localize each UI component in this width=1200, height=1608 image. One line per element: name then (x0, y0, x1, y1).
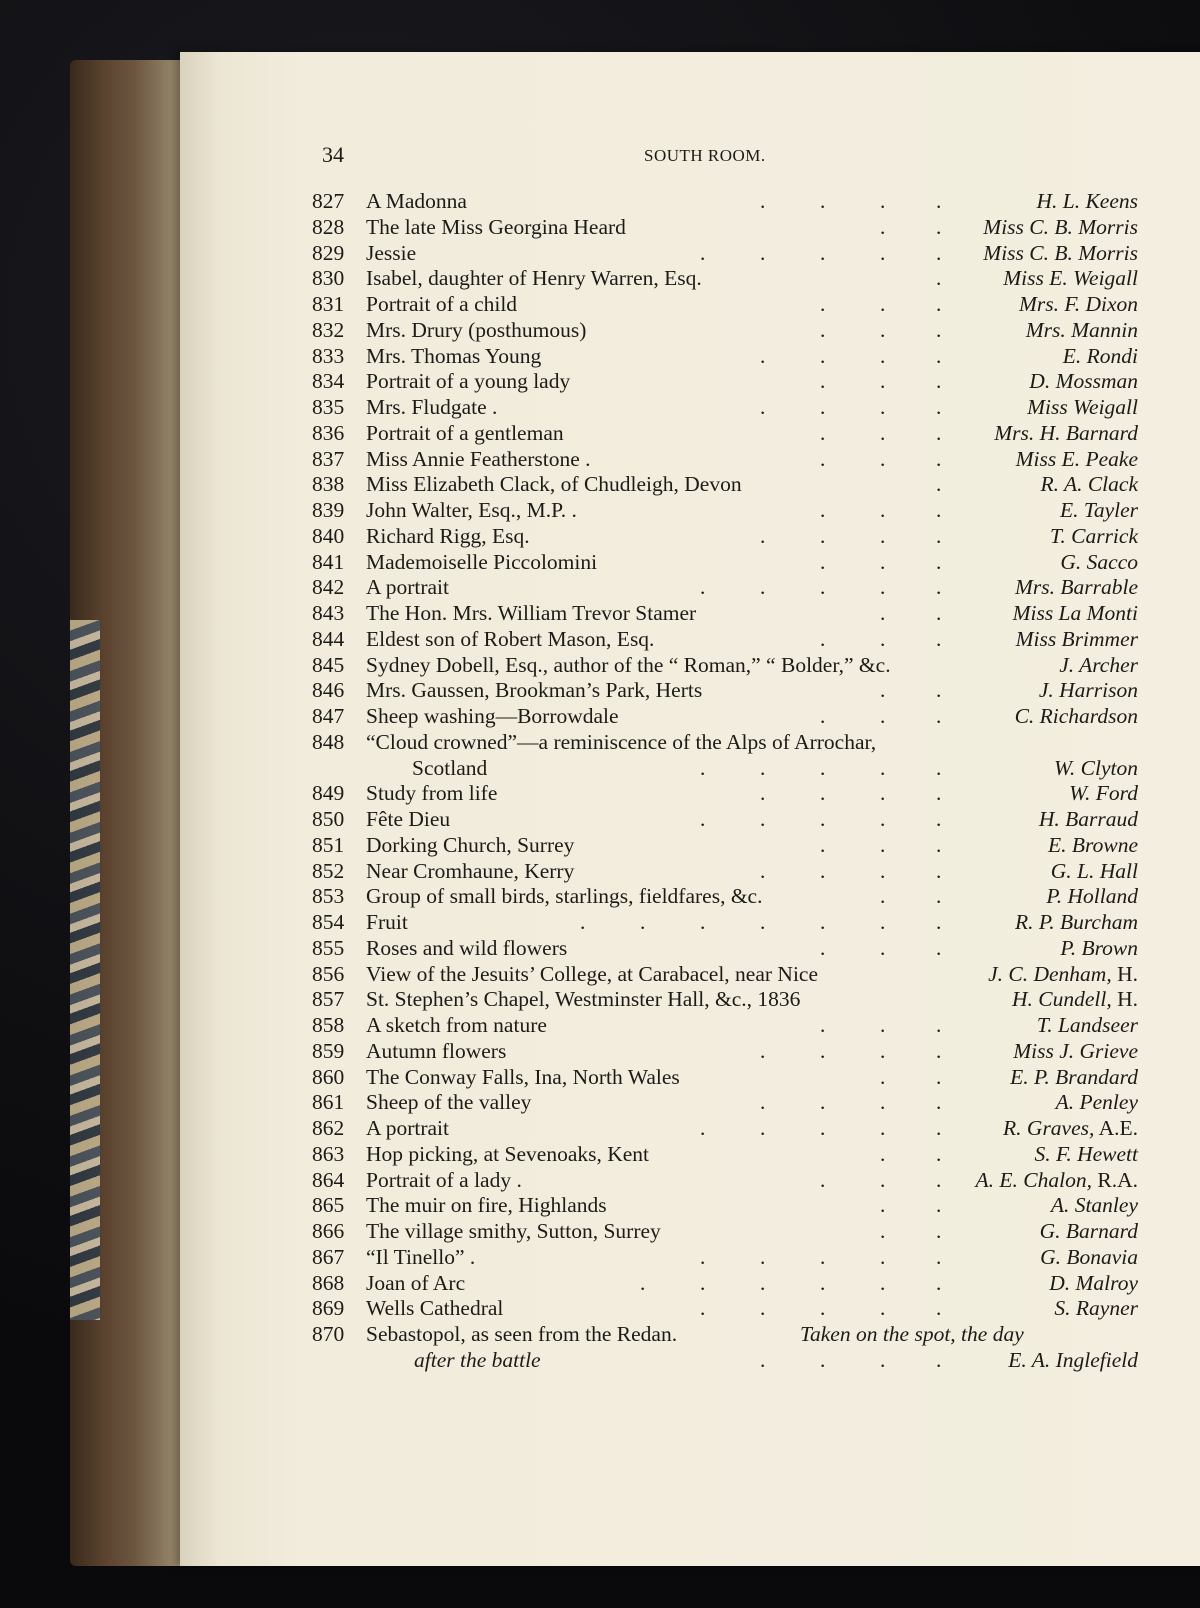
artist-name: H. Barraud (1038, 807, 1138, 831)
catalogue-entry (0, 549, 1200, 575)
artist-name: S. F. Hewett (1034, 1141, 1138, 1166)
dot-leader: . . (880, 601, 942, 625)
dot-leader: . . . . . (700, 575, 942, 600)
catalogue-entry (0, 780, 1200, 806)
artist-name: S. Rayner (1054, 1296, 1138, 1321)
entry-title: Mademoiselle Piccolomini (366, 549, 598, 574)
entry-title: A portrait (366, 1116, 449, 1140)
artist-name: R. P. Burcham (1014, 910, 1138, 934)
dot-leader: . . . (820, 704, 942, 728)
catalogue-entry (0, 265, 1200, 291)
artist-name: R. A. Clack (1040, 472, 1138, 497)
artist-name: A. E. Chalon, R.A. (975, 1167, 1138, 1192)
artist-name: E. Tayler (1059, 498, 1138, 522)
dot-leader: . . . . (760, 1347, 942, 1372)
artist-suffix: R.A. (1092, 1167, 1138, 1192)
catalogue-entry (0, 1089, 1200, 1115)
artist-name: Mrs. H. Barnard (994, 420, 1138, 445)
dot-leader: . . (880, 214, 942, 239)
artist-name: A. Penley (1055, 1090, 1138, 1115)
entry-number: 850 (312, 807, 345, 831)
artist-name: E. Rondi (1062, 343, 1138, 368)
catalogue-entry (0, 832, 1200, 858)
catalogue-entry (0, 1141, 1200, 1167)
entry-number: 848 (312, 729, 345, 754)
artist-suffix: H. (1111, 961, 1138, 986)
catalogue-entry (0, 497, 1200, 523)
catalogue-entry (0, 471, 1200, 497)
artist-name: T. Carrick (1050, 523, 1138, 548)
entry-title: Sheep washing—Borrowdale (366, 704, 619, 728)
artist-name: E. P. Brandard (1010, 1064, 1138, 1089)
entry-number: 851 (312, 832, 345, 857)
catalogue-entry (0, 1244, 1200, 1270)
entry-title: A sketch from nature (366, 1013, 547, 1037)
entry-title: A Madonna (366, 189, 467, 213)
dot-leader: . . . . (760, 343, 942, 368)
entry-number: 833 (312, 343, 345, 368)
artist-name: T. Landseer (1036, 1013, 1138, 1037)
artist-name: G. Barnard (1039, 1219, 1138, 1243)
catalogue-entry (0, 1295, 1200, 1321)
catalogue-entry (0, 1167, 1200, 1193)
entry-number: 864 (312, 1167, 345, 1192)
entry-title: Group of small birds, starlings, fieldfares, &c. (366, 884, 763, 909)
dot-leader: . . . . . . (640, 1270, 942, 1295)
dot-leader: . . . (820, 935, 942, 960)
entry-title: Mrs. Thomas Young (366, 343, 542, 368)
entry-title: Portrait of a gentleman (366, 420, 564, 445)
entry-number: 870 (312, 1322, 345, 1346)
entry-title: Roses and wild flowers (366, 935, 568, 960)
entry-title: Portrait of a child (366, 292, 518, 316)
entry-title: The late Miss Georgina Heard (366, 214, 626, 239)
page-number: 34 (322, 142, 344, 167)
entry-number: 865 (312, 1193, 345, 1218)
dot-leader: . . . . (760, 858, 942, 883)
artist-name: G. L. Hall (1050, 858, 1138, 883)
entry-number: 862 (312, 1116, 345, 1140)
dot-leader: . . . . (760, 781, 942, 806)
entry-number: 843 (312, 601, 345, 625)
artist-name: J. Archer (1059, 652, 1138, 677)
entry-number: 830 (312, 266, 345, 291)
entry-number: 867 (312, 1244, 345, 1269)
catalogue-entry (0, 961, 1200, 987)
entry-title: Near Cromhaune, Kerry (366, 858, 575, 883)
entry-title: Mrs. Drury (posthumous) (366, 317, 587, 342)
entry-title: Wells Cathedral (366, 1296, 504, 1321)
entry-number: 860 (312, 1064, 345, 1089)
entry-title: Isabel, daughter of Henry Warren, Esq. (366, 266, 702, 291)
artist-name: J. C. Denham, H. (988, 961, 1138, 986)
dot-leader: . . . . . (700, 807, 942, 831)
catalogue-entry (0, 1321, 1200, 1347)
dot-leader: . . . (820, 292, 942, 316)
dot-leader: . . (880, 678, 942, 703)
entry-title: View of the Jesuits’ College, at Carabacel, near Nice (366, 961, 819, 986)
entry-number: 849 (312, 781, 345, 806)
artist-name: W. Clyton (1053, 755, 1138, 780)
catalogue-entry (0, 1064, 1200, 1090)
artist-name: Miss La Monti (1012, 601, 1138, 625)
entry-number: 852 (312, 858, 345, 883)
entry-title: Richard Rigg, Esq. (366, 523, 530, 548)
catalogue-entry (0, 420, 1200, 446)
entry-title: The Conway Falls, Ina, North Wales (366, 1064, 680, 1089)
entry-number: 834 (312, 369, 345, 394)
catalogue-entry (0, 1038, 1200, 1064)
dot-leader: . . . . . (700, 240, 942, 265)
entry-note: Taken on the spot, the day (800, 1322, 1024, 1346)
entry-number: 836 (312, 420, 345, 445)
dot-leader: . . . (820, 420, 942, 445)
catalogue-entry (0, 188, 1200, 214)
artist-name: D. Mossman (1029, 369, 1138, 394)
catalogue-entry (0, 729, 1200, 755)
catalogue-entry (0, 214, 1200, 240)
entry-title: Portrait of a young lady (366, 369, 571, 394)
entry-number: 855 (312, 935, 345, 960)
catalogue-entry (0, 703, 1200, 729)
artist-name: G. Sacco (1060, 549, 1138, 574)
catalogue-entry (0, 600, 1200, 626)
catalogue-entry (0, 317, 1200, 343)
entry-number: 854 (312, 910, 345, 934)
dot-leader: . . . . (760, 1090, 942, 1115)
entry-title: Scotland (412, 755, 488, 780)
artist-name: G. Bonavia (1040, 1244, 1138, 1269)
dot-leader: . . . (820, 498, 942, 522)
entry-number: 861 (312, 1090, 345, 1115)
artist-name: Mrs. Mannin (1025, 317, 1138, 342)
dot-leader: . . . (820, 446, 942, 471)
catalogue-entry (0, 446, 1200, 472)
artist-name: P. Brown (1060, 935, 1138, 960)
artist-name: D. Malroy (1049, 1270, 1138, 1295)
catalogue-entry (0, 291, 1200, 317)
artist-name: Miss C. B. Morris (983, 240, 1138, 265)
entry-number: 857 (312, 987, 345, 1012)
entry-number: 866 (312, 1219, 345, 1243)
entry-title: Joan of Arc (366, 1270, 466, 1295)
artist-name: Mrs. F. Dixon (1018, 292, 1138, 316)
entry-title: Hop picking, at Sevenoaks, Kent (366, 1141, 650, 1166)
entry-number: 840 (312, 523, 345, 548)
entry-title: Jessie (366, 240, 417, 265)
entry-number: 858 (312, 1013, 345, 1037)
artist-name: W. Ford (1069, 781, 1138, 806)
artist-name: Miss C. B. Morris (983, 214, 1138, 239)
entry-title: Miss Elizabeth Clack, of Chudleigh, Devon (366, 472, 742, 497)
artist-name: E. Browne (1048, 832, 1138, 857)
catalogue-entry (0, 677, 1200, 703)
entry-number: 841 (312, 549, 345, 574)
dot-leader: . . . . . (700, 1244, 942, 1269)
entry-number: 859 (312, 1038, 345, 1063)
entry-title: Sydney Dobell, Esq., author of the “ Roman,” “ Bolder,” &c. (366, 652, 891, 677)
entry-number: 831 (312, 292, 345, 316)
entry-number: 835 (312, 395, 345, 419)
dot-leader: . . . . (760, 523, 942, 548)
catalogue-entry (0, 858, 1200, 884)
catalogue-entry (0, 1218, 1200, 1244)
catalogue-entry (0, 240, 1200, 266)
dot-leader: . . . (820, 832, 942, 857)
entry-number: 846 (312, 678, 345, 703)
entry-number: 844 (312, 626, 345, 651)
dot-leader: . . . . (760, 395, 942, 419)
dot-leader: . . (880, 884, 942, 909)
dot-leader: . . (880, 1141, 942, 1166)
entry-title: The village smithy, Sutton, Surrey (366, 1219, 661, 1243)
dot-leader: . . . (820, 369, 942, 394)
artist-name: Miss Weigall (1027, 395, 1138, 419)
dot-leader: . . . (820, 1013, 942, 1037)
entry-number: 868 (312, 1270, 345, 1295)
dot-leader: . . . . (760, 1038, 942, 1063)
dot-leader: . . (880, 1219, 942, 1243)
catalogue-entry (0, 626, 1200, 652)
artist-name: P. Holland (1046, 884, 1138, 909)
entry-title: Fruit (366, 910, 408, 934)
entry-title: Autumn flowers (366, 1038, 507, 1063)
catalogue-entry (0, 1192, 1200, 1218)
page-header (314, 142, 1154, 172)
catalogue-entry (0, 806, 1200, 832)
catalogue-entry (0, 394, 1200, 420)
entry-number: 839 (312, 498, 345, 522)
entry-title: Fête Dieu (366, 807, 451, 831)
catalogue-entry (0, 523, 1200, 549)
artist-name: Mrs. Barrable (1014, 575, 1138, 600)
catalogue-entry (0, 1012, 1200, 1038)
entry-number: 845 (312, 652, 345, 677)
catalogue-entry (0, 368, 1200, 394)
dot-leader: . . . (820, 317, 942, 342)
dot-leader: . . . (820, 1167, 942, 1192)
catalogue-entry (0, 1270, 1200, 1296)
artist-name: E. A. Inglefield (1008, 1347, 1138, 1372)
entry-number: 838 (312, 472, 345, 497)
dot-leader: . . . (820, 626, 942, 651)
entry-title-continuation: after the battle (414, 1347, 541, 1372)
entry-title: Mrs. Gaussen, Brookman’s Park, Herts (366, 678, 703, 703)
dot-leader: . . . . . (700, 1296, 942, 1321)
artist-name: H. Cundell, H. (1011, 987, 1138, 1012)
catalogue-entry (0, 652, 1200, 678)
entry-title: Mrs. Fludgate . (366, 395, 498, 419)
entry-title: Eldest son of Robert Mason, Esq. (366, 626, 655, 651)
entry-title: Miss Annie Featherstone . (366, 446, 591, 471)
entry-number: 832 (312, 317, 345, 342)
entry-number: 847 (312, 704, 345, 728)
entry-title: Dorking Church, Surrey (366, 832, 575, 857)
artist-name: A. Stanley (1050, 1193, 1138, 1218)
dot-leader: . . . . (760, 189, 942, 213)
catalogue-entry (0, 935, 1200, 961)
entry-number: 829 (312, 240, 345, 265)
dot-leader: . . (880, 1193, 942, 1218)
dot-leader: . . . (820, 549, 942, 574)
entry-title: A portrait (366, 575, 449, 600)
dot-leader: . . (880, 1064, 942, 1089)
entry-number: 827 (312, 189, 345, 213)
dot-leader: . . . . . (700, 755, 942, 780)
entry-number: 837 (312, 446, 345, 471)
entry-title: Study from life (366, 781, 498, 806)
entry-number: 853 (312, 884, 345, 909)
artist-suffix: H. (1111, 987, 1138, 1012)
catalogue-entry (0, 986, 1200, 1012)
entry-title: The muir on fire, Highlands (366, 1193, 607, 1218)
dot-leader: . (936, 472, 942, 497)
dot-leader: . . . . . . . (580, 910, 942, 934)
artist-name: C. Richardson (1014, 704, 1138, 728)
entry-title: St. Stephen’s Chapel, Westminster Hall, &c., 1836 (366, 987, 801, 1012)
dot-leader: . . . . . (700, 1116, 942, 1140)
catalogue-entry (0, 1115, 1200, 1141)
artist-name: Miss E. Weigall (1003, 266, 1138, 291)
catalogue-entry (0, 883, 1200, 909)
entry-number: 869 (312, 1296, 345, 1321)
entry-title: The Hon. Mrs. William Trevor Stamer (366, 601, 697, 625)
catalogue-entry (0, 574, 1200, 600)
artist-name: H. L. Keens (1036, 189, 1138, 213)
entry-title: “Il Tinello” . (366, 1244, 476, 1269)
artist-name: R. Graves, A.E. (1003, 1116, 1138, 1140)
entry-number: 828 (312, 214, 345, 239)
entry-number: 856 (312, 961, 345, 986)
entry-title: Portrait of a lady . (366, 1167, 522, 1192)
catalogue-entry (0, 909, 1200, 935)
entry-number: 842 (312, 575, 345, 600)
catalogue-entry (0, 343, 1200, 369)
running-head: SOUTH ROOM. (644, 146, 766, 165)
catalogue-entry (0, 755, 1200, 781)
catalogue-entry (0, 1347, 1200, 1373)
entry-title: “Cloud crowned”—a reminiscence of the Alps of Arrochar, (366, 729, 877, 754)
entry-title: John Walter, Esq., M.P. . (366, 498, 577, 522)
dot-leader: . (936, 266, 942, 291)
artist-name: Miss Brimmer (1015, 626, 1138, 651)
artist-name: Miss J. Grieve (1013, 1038, 1138, 1063)
artist-suffix: A.E. (1094, 1116, 1138, 1140)
entry-title: Sheep of the valley (366, 1090, 532, 1115)
entry-title: Sebastopol, as seen from the Redan. (366, 1322, 678, 1346)
artist-name: Miss E. Peake (1015, 446, 1138, 471)
artist-name: J. Harrison (1038, 678, 1138, 703)
entry-number: 863 (312, 1141, 345, 1166)
